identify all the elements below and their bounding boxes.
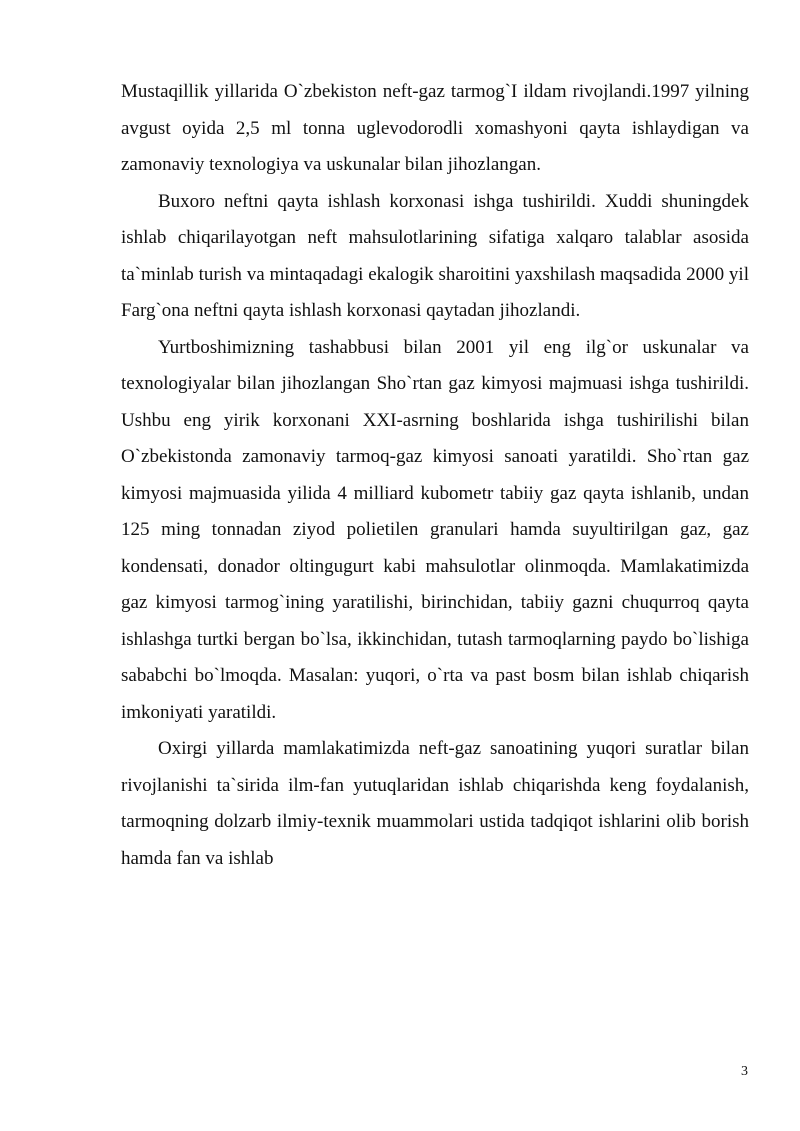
paragraph-1: Mustaqillik yillarida O`zbekiston neft-gaz tarmog`I ildam rivojlandi.1997 yilning avgust oyida 2,5 ml tonna uglevodorodli xomashyoni qayta ishlaydigan va zamonaviy texnologiya va uskunalar bilan jihozlangan. xyxy=(121,81,749,175)
paragraph-4: Oxirgi yillarda mamlakatimizda neft-gaz sanoatining yuqori suratlar bilan rivojlanishi ta`sirida ilm-fan yutuqlaridan ishlab chiqarishda keng foydalanish, tarmoqning dolzarb ilmiy-texnik muammolari ustida tadqiqot ishlarini olib borish hamda fan va ishlab xyxy=(121,738,749,869)
document-body xyxy=(121,74,749,877)
page-number: 3 xyxy=(741,1064,748,1079)
paragraph-2: Buxoro neftni qayta ishlash korxonasi ishga tushirildi. Xuddi shuningdek ishlab chiqarilayotgan neft mahsulotlarining sifatiga xalqaro talablar asosida ta`minlab turish va mintaqadagi ekalogik sharoitini yaxshilash maqsadida 2000 yil Farg`ona neftni qayta ishlash korxonasi qaytadan jihozlandi. xyxy=(121,190,749,321)
paragraph-3: Yurtboshimizning tashabbusi bilan 2001 yil eng ilg`or uskunalar va texnologiyalar bilan jihozlangan Sho`rtan gaz kimyosi majmuasi ishga tushirildi. Ushbu eng yirik korxonani XXI-asrning boshlarida ishga tushirilishi bilan O`zbekistonda zamonaviy tarmoq-gaz kimyosi sanoati yaratildi. Sho`rtan gaz kimyosi majmuasida yilida 4 milliard kubometr tabiiy gaz qayta ishlanib, undan 125 ming tonnadan ziyod polietilen granulari hamda suyultirilgan gaz, gaz kondensati, donador oltingugurt kabi mahsulotlar olinmoqda. Mamlakatimizda gaz kimyosi tarmog`ining yaratilishi, birinchidan, tabiiy gazni chuqurroq qayta ishlashga turtki bergan bo`lsa, ikkinchidan, tutash tarmoqlarning paydo bo`lishiga sababchi bo`lmoqda. Masalan: yuqori, o`rta va past bosm bilan ishlab chiqarish imkoniyati yaratildi. xyxy=(121,336,749,723)
